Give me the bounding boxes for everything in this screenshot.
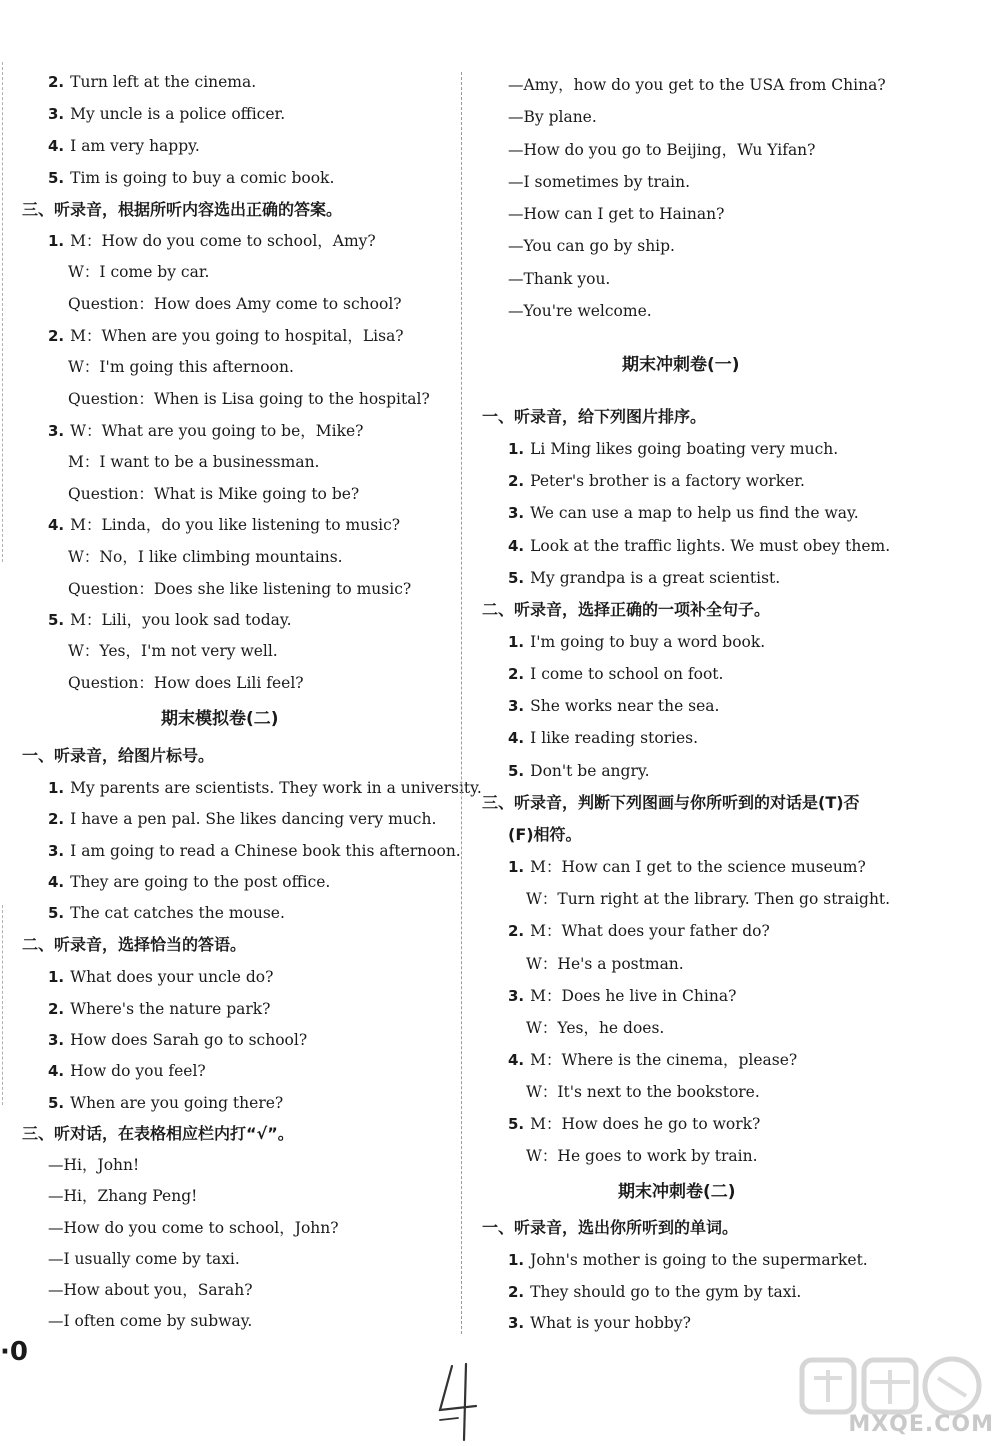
- list-item: W：Yes，I'm not very well.: [68, 642, 278, 660]
- list-item: 2. Peter's brother is a factory worker.: [508, 472, 805, 490]
- list-item: 2. Turn left at the cinema.: [48, 73, 257, 91]
- dialog-line: —Amy，how do you get to the USA from China?: [508, 76, 886, 94]
- dialog-line: —Thank you.: [508, 270, 611, 288]
- list-item: Question：How does Amy come to school?: [68, 295, 402, 313]
- list-item: 5. Don't be angry.: [508, 762, 650, 780]
- list-item: 4. I like reading stories.: [508, 729, 699, 747]
- dialog-line: —How do you go to Beijing，Wu Yifan?: [508, 141, 816, 159]
- list-item: 1. John's mother is going to the supermarket.: [508, 1251, 868, 1269]
- section-heading: 三、听对话，在表格相应栏内打“√”。: [22, 1124, 294, 1143]
- exam-title: 期末冲刺卷(一): [622, 355, 740, 375]
- list-item: Question：What is Mike going to be?: [68, 485, 360, 503]
- list-item: W：No，I like climbing mountains.: [68, 548, 343, 566]
- list-item: 2. They should go to the gym by taxi.: [508, 1283, 802, 1301]
- left-edge-dash-top: [2, 62, 3, 562]
- exam-title: 期末模拟卷(二): [161, 709, 279, 729]
- list-item: 2. Where's the nature park?: [48, 1000, 271, 1018]
- section-heading: 一、听录音，给图片标号。: [22, 746, 215, 765]
- dialog-line: —How can I get to Hainan?: [508, 205, 725, 223]
- section-heading: 三、听录音，根据所听内容选出正确的答案。: [22, 200, 343, 219]
- list-item: 5. M：Lili，you look sad today.: [48, 611, 292, 629]
- list-item: 4. They are going to the post office.: [48, 873, 331, 891]
- list-item: Question：When is Lisa going to the hospital?: [68, 390, 430, 408]
- list-item: 5. The cat catches the mouse.: [48, 904, 285, 922]
- section-heading: 二、听录音，选择正确的一项补全句子。: [482, 600, 771, 619]
- dialog-line: —How about you，Sarah?: [48, 1281, 253, 1299]
- section-heading: 一、听录音，给下列图片排序。: [482, 407, 707, 426]
- dialog-line: —By plane.: [508, 108, 597, 126]
- list-item: 4. M：Where is the cinema，please?: [508, 1051, 798, 1069]
- section-heading: 二、听录音，选择恰当的答语。: [22, 935, 247, 954]
- list-item: 1. M：How can I get to the science museum?: [508, 858, 866, 876]
- list-item: 3. She works near the sea.: [508, 697, 720, 715]
- watermark-text: MXQE.COM: [848, 1412, 994, 1437]
- list-item: 1. Li Ming likes going boating very much.: [508, 440, 839, 458]
- list-item: W：He goes to work by train.: [526, 1147, 758, 1165]
- list-item: Question：Does she like listening to music?: [68, 580, 412, 598]
- list-item: 1. My parents are scientists. They work in a university.: [48, 779, 482, 797]
- list-item: 3. What is your hobby?: [508, 1314, 691, 1332]
- list-item: Question：How does Lili feel?: [68, 674, 304, 692]
- list-item: 3. M：Does he live in China?: [508, 987, 737, 1005]
- list-item: 1. I'm going to buy a word book.: [508, 633, 766, 651]
- dialog-line: —I often come by subway.: [48, 1312, 253, 1330]
- list-item: 3. I am going to read a Chinese book this afternoon.: [48, 842, 461, 860]
- list-item: W：It's next to the bookstore.: [526, 1083, 760, 1101]
- list-item: W：Turn right at the library. Then go straight.: [526, 890, 891, 908]
- dialog-line: —Hi，Zhang Peng!: [48, 1187, 198, 1205]
- list-item: 5. When are you going there?: [48, 1094, 284, 1112]
- list-item: 1. What does your uncle do?: [48, 968, 274, 986]
- list-item: 5. My grandpa is a great scientist.: [508, 569, 781, 587]
- list-item: W：Yes，he does.: [526, 1019, 665, 1037]
- list-item: M：I want to be a businessman.: [68, 453, 320, 471]
- section-heading-cont: (F)相符。: [508, 825, 582, 844]
- list-item: 4. M：Linda，do you like listening to music?: [48, 516, 401, 534]
- list-item: W：I'm going this afternoon.: [68, 358, 294, 376]
- list-item: 1. M：How do you come to school，Amy?: [48, 232, 376, 250]
- list-item: 2. I come to school on foot.: [508, 665, 724, 683]
- column-divider: [461, 72, 462, 1334]
- dialog-line: —Hi，John!: [48, 1156, 140, 1174]
- left-edge-dash-bottom: [2, 905, 3, 1105]
- list-item: 3. How does Sarah go to school?: [48, 1031, 308, 1049]
- list-item: 4. How do you feel?: [48, 1062, 206, 1080]
- dialog-line: —I sometimes by train.: [508, 173, 690, 191]
- list-item: 2. M：When are you going to hospital，Lisa?: [48, 327, 404, 345]
- list-item: 3. We can use a map to help us find the way.: [508, 504, 859, 522]
- list-item: W：I come by car.: [68, 263, 210, 281]
- list-item: 3. My uncle is a police officer.: [48, 105, 286, 123]
- list-item: 4. Look at the traffic lights. We must obey them.: [508, 537, 891, 555]
- dialog-line: —You're welcome.: [508, 302, 652, 320]
- list-item: 5. Tim is going to buy a comic book.: [48, 169, 335, 187]
- dialog-line: —I usually come by taxi.: [48, 1250, 240, 1268]
- handwritten-mark-icon: [430, 1362, 490, 1442]
- list-item: 3. W：What are you going to be，Mike?: [48, 422, 364, 440]
- list-item: 5. M：How does he go to work?: [508, 1115, 761, 1133]
- dialog-line: —You can go by ship.: [508, 237, 675, 255]
- list-item: W：He's a postman.: [526, 955, 684, 973]
- dialog-line: —How do you come to school，John?: [48, 1219, 339, 1237]
- list-item: 2. I have a pen pal. She likes dancing very much.: [48, 810, 437, 828]
- page-number: ·0: [0, 1337, 28, 1367]
- section-heading: 三、听录音，判断下列图画与你所听到的对话是(T)否: [482, 793, 860, 812]
- section-heading: 一、听录音，选出你所听到的单词。: [482, 1218, 739, 1237]
- list-item: 2. M：What does your father do?: [508, 922, 770, 940]
- exam-title: 期末冲刺卷(二): [618, 1182, 736, 1202]
- list-item: 4. I am very happy.: [48, 137, 200, 155]
